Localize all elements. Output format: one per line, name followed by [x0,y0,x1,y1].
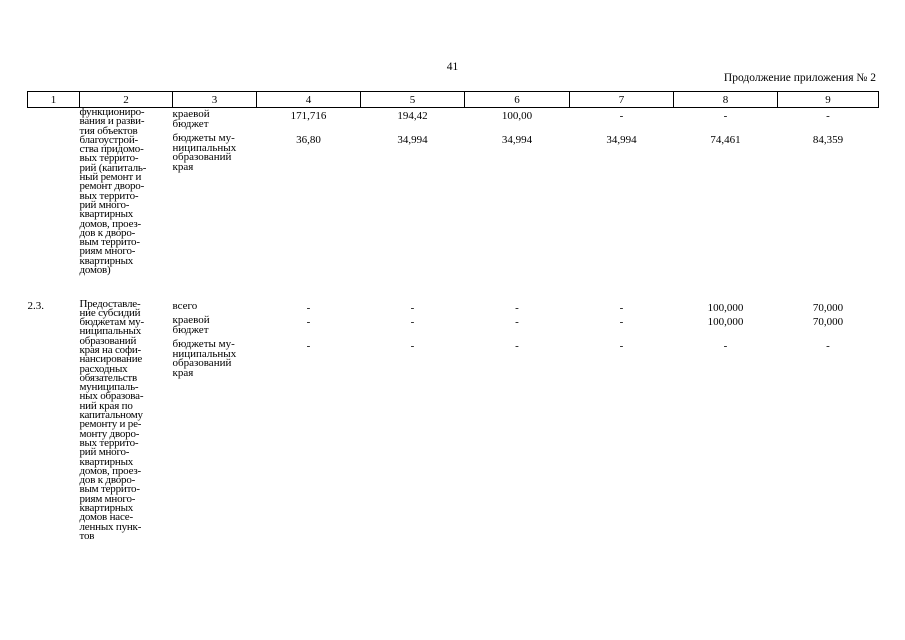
value-cell-col-8 [674,108,778,300]
table-row [28,108,879,300]
value: - [515,316,519,328]
header-row [28,92,879,108]
value: 70,000 [812,316,844,328]
value-cell-col-7 [570,108,674,300]
column-header: 4 [257,92,361,108]
value: 34,994 [501,134,533,146]
value-cell-col-4 [257,300,361,590]
value: 74,461 [710,134,741,146]
column-header: 2 [80,92,173,108]
value: 194,42 [397,110,428,122]
value: - [619,316,624,328]
row-description: функциониро- вания и разви- тия объектов благоустрой- ства придомо- вых террито- рий (капиталь- ный ремонт и ремонт дворо- вых террито- рий много- квартирных домов, проез- дов к дворо- вым террито- риям много- квартирных домов) [79,106,147,277]
continuation-label: Продолжение приложения № 2 [723,72,876,84]
funding-source-name: краевой бюджет [172,314,210,336]
value: - [410,301,415,314]
column-header: 8 [674,92,778,108]
value: 171,716 [290,110,327,122]
value-cell-col-7 [570,300,674,590]
value: 100,000 [707,301,744,314]
value: - [619,301,624,314]
funding-source-name: бюджеты му- ниципальных образований края [172,132,237,173]
column-header: 5 [361,92,465,108]
value: 100,000 [707,316,744,328]
funding-source-name: всего [172,299,198,312]
column-header: 9 [778,92,879,108]
funding-sources [173,108,257,300]
value: - [619,110,624,122]
value: 70,000 [812,301,844,314]
appendix-table [27,91,879,590]
value: - [723,110,728,122]
value: - [306,316,311,328]
value: - [826,340,830,352]
value: - [410,340,415,352]
value-cell-col-8 [674,300,778,590]
value-cell-col-5 [361,300,465,590]
value: - [515,340,519,352]
value: - [515,301,519,314]
value: 34,994 [397,134,428,146]
value: 36,80 [296,134,321,146]
page-number: 41 [446,61,459,73]
value: - [723,340,728,352]
value: - [619,340,624,352]
funding-sources [173,300,257,590]
value: - [826,110,830,122]
value: - [410,316,415,328]
funding-source-name: бюджеты му- ниципальных образований края [172,338,237,379]
value: - [306,301,311,314]
value: - [306,340,311,352]
row-index: 2.3. [27,299,44,312]
value-cell-col-6 [465,300,570,590]
column-header: 1 [28,92,80,108]
value: 100,00 [501,110,533,122]
value: 34,994 [606,134,637,146]
value: 84,359 [812,134,844,146]
table-body [28,108,879,590]
value-cell-col-9 [778,108,879,300]
column-header: 7 [570,92,674,108]
row-index [28,108,80,300]
row-description: Предоставле- ние субсидий бюджетам му- ниципальных образований края на софи- нансирование расходных обязательств муниципаль- ных образова- ний края по капитальному ремонту и ре- монту дворо- вых террито- рий много- квартирных домов, проез- дов к дворо- вым террито- риям много- квартирных домов насе- ленных пунк- тов [79,297,144,542]
value-cell-col-9 [778,300,879,590]
funding-source-name: краевой бюджет [172,108,210,130]
value-cell-col-5 [361,108,465,300]
value-cell-col-4 [257,108,361,300]
value-cell-col-6 [465,108,570,300]
table-row [28,300,879,590]
column-header: 6 [465,92,570,108]
column-header: 3 [173,92,257,108]
